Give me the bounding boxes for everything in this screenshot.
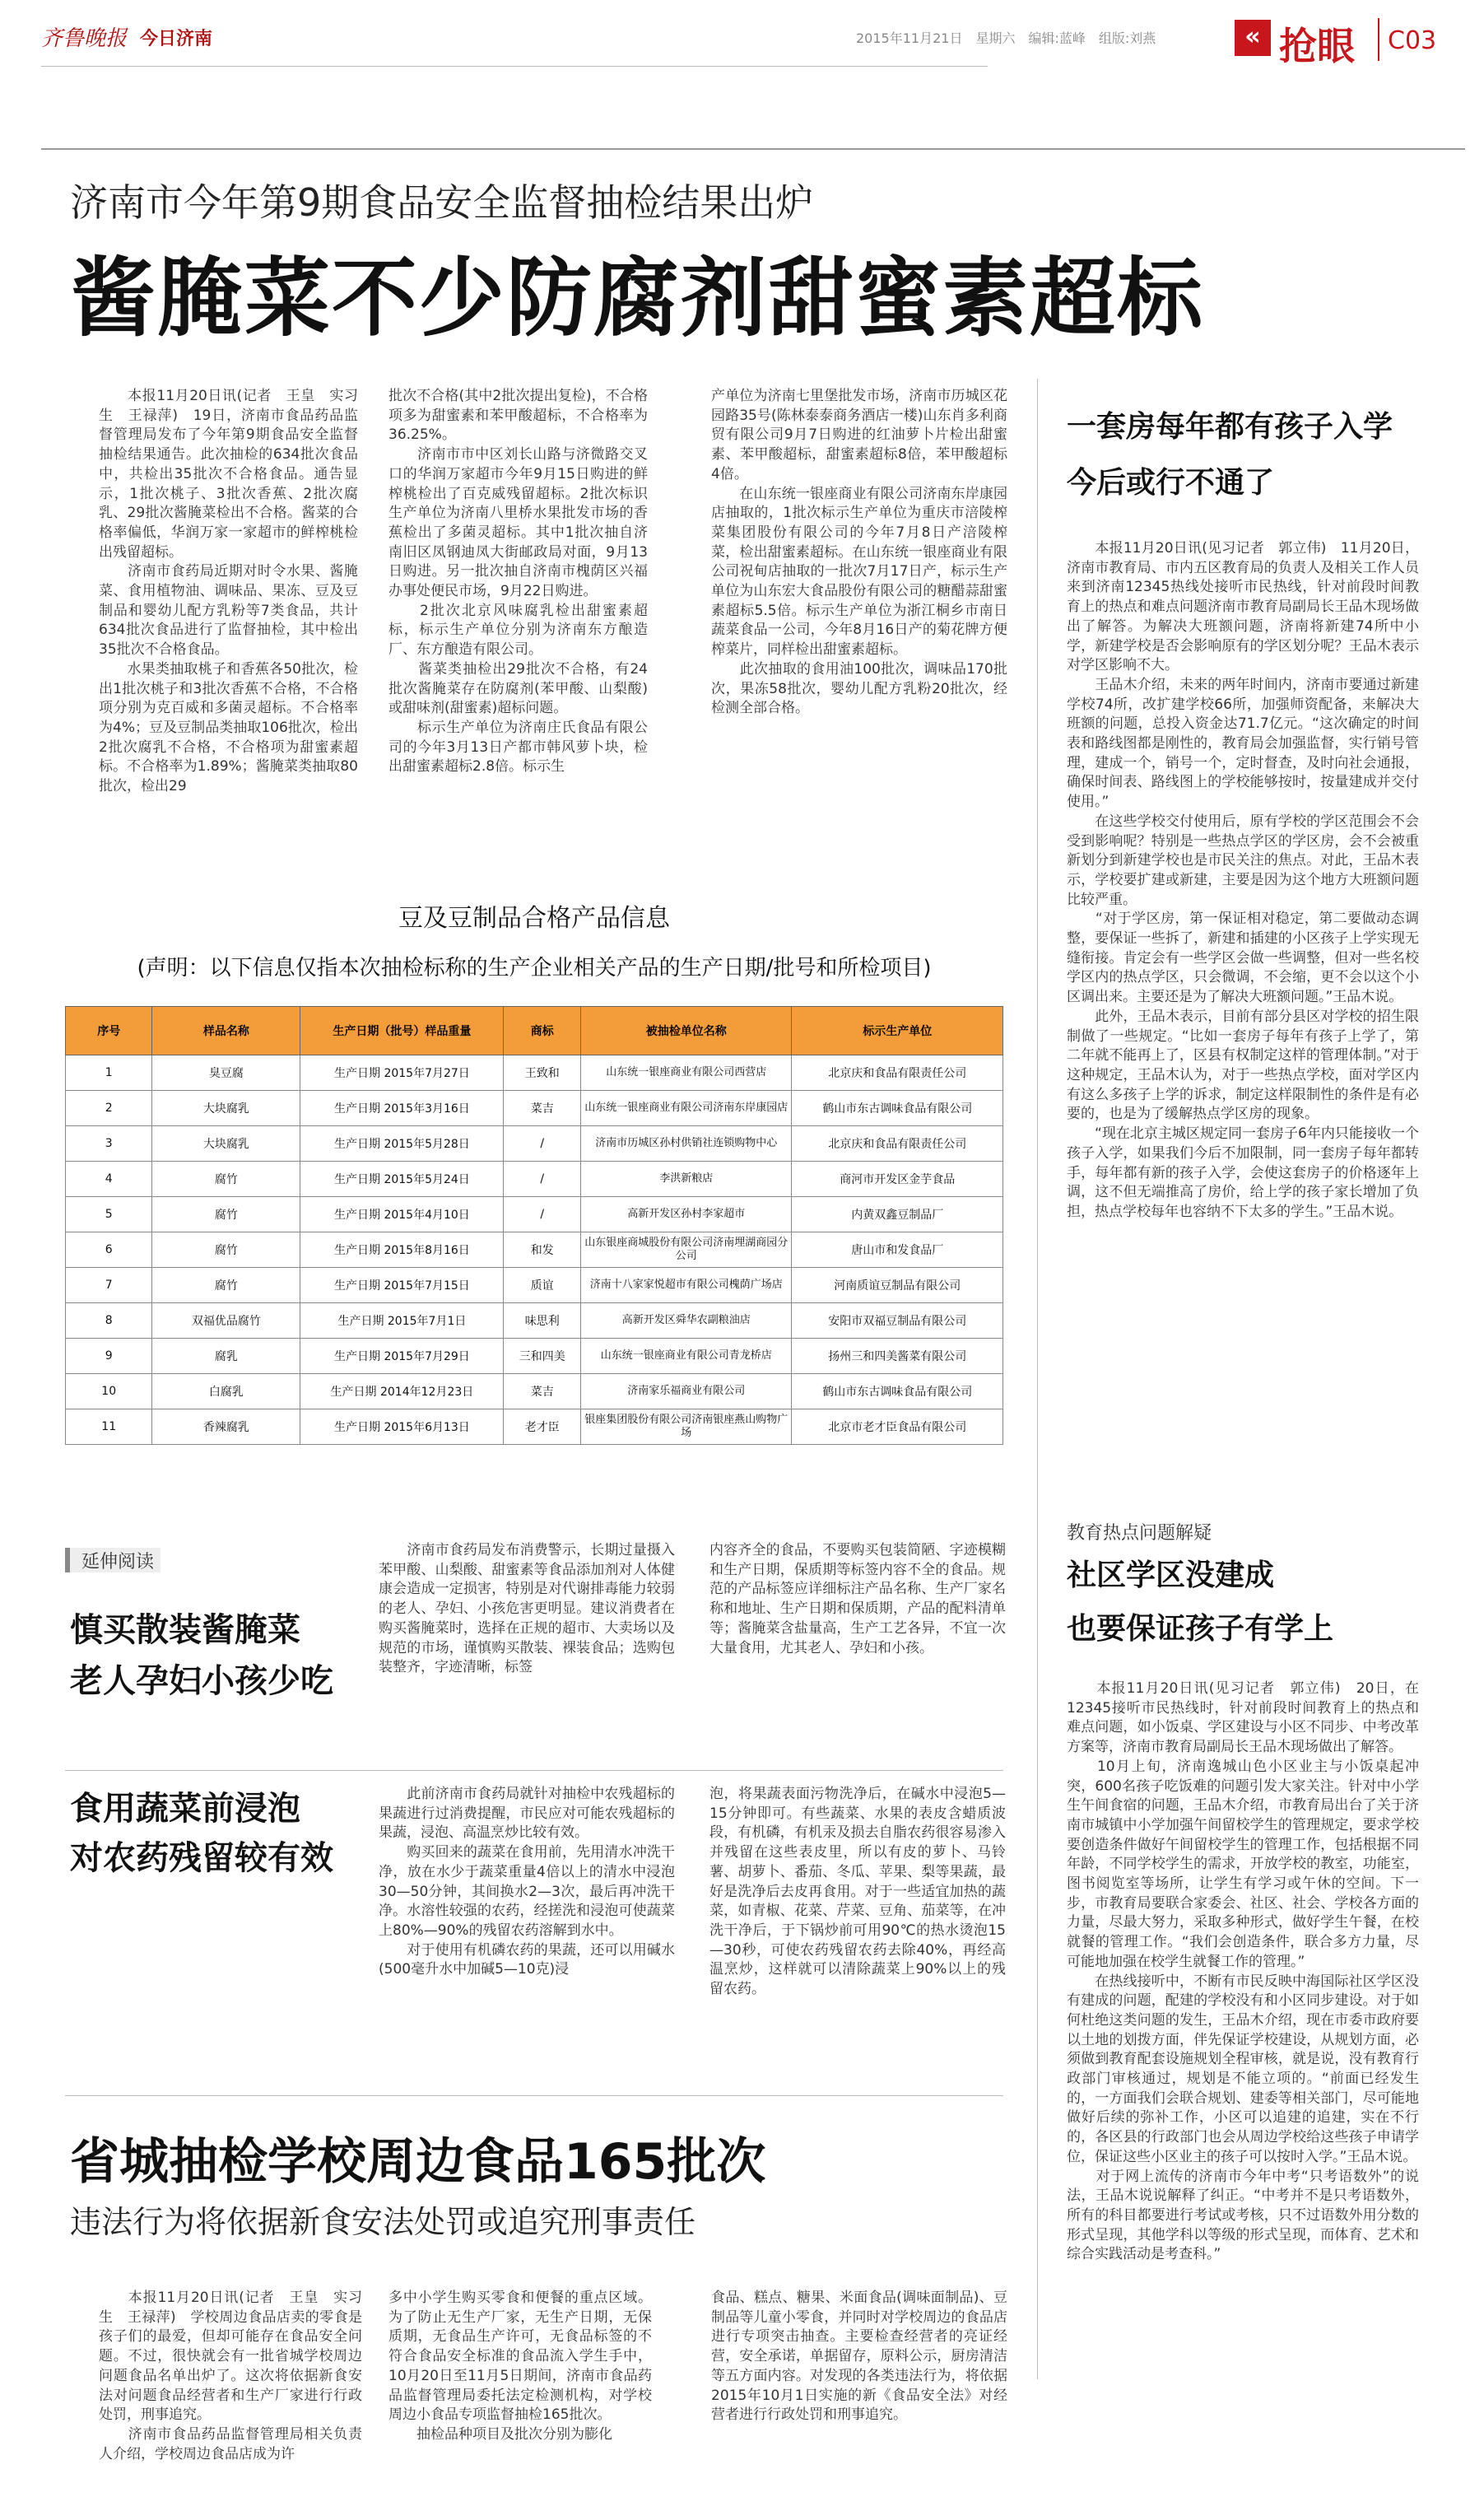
double-chevron-icon: « (1235, 20, 1271, 56)
table-cell: 鹤山市东古调味食品有限公司 (792, 1374, 1003, 1409)
table-cell: 老才臣 (504, 1409, 581, 1445)
table-cell: 生产日期 2015年3月16日 (300, 1091, 504, 1126)
table-cell: 9 (66, 1339, 152, 1374)
ext1-title-line1: 慎买散装酱腌菜 (70, 1611, 300, 1649)
table-header-cell: 生产日期（批号）样品重量 (300, 1007, 504, 1055)
bottom-column-3: 食品、糕点、糖果、米面食品(调味面制品)、豆制品等儿童小零食，并同时对学校周边的食品店进行专项突击抽查。主要检查经营者的亮证经营，安全承诺，单据留存，原料公示，厨房清洁等五方面内容。对发现的各类违法行为，将依据2015年10月1日实施的新《食品安全法》对经营者进行行政处罚和刑事追究。 (711, 2290, 1007, 2424)
bottom-kicker: 违法行为将依据新食安法处罚或追究刑事责任 (70, 2204, 696, 2240)
table-cell: 银座集团股份有限公司济南银座燕山购物广场 (581, 1409, 792, 1445)
table-cell: 和发 (504, 1232, 581, 1268)
table-cell: 三和四美 (504, 1339, 581, 1374)
table-row (66, 1162, 1003, 1197)
table-row (66, 1374, 1003, 1409)
table-row (66, 1126, 1003, 1162)
table-cell: 菜吉 (504, 1091, 581, 1126)
table-row (66, 1409, 1003, 1445)
table-cell: 生产日期 2015年7月27日 (300, 1055, 504, 1091)
table-header-cell: 被抽检单位名称 (581, 1007, 792, 1055)
table-cell: 8 (66, 1303, 152, 1339)
side2-body: 本报11月20日讯(见习记者 郭立伟) 20日，在12345接听市民热线时，针对前段时间教育上的热点和难点问题，如小饭桌、学区建设与小区不同步、中考改革方案等，济南市教育局副局长王品木现场做出了解答。 10月上旬，济南逸城山色小区业主与小饭桌起冲突，600名孩子吃饭难的问题引发大家关注。针对中小学生午间食宿的问题，王品木介绍，市教育局出台了关于济南市城镇中小学加强午间留校学生的管理规定，要求学校要创造条件做好午间留校学生的管理工作，包括根据不同年龄，不同学校学生的需求，开放学校的教室，功能室，图书阅览室等场所，让学生有学习或午休的空间。下一步，市教育局要联合家委会、社区、社会、学校各方面的力量，尽最大努力，采取多种形式，做好学生午餐，在校就餐的管理工作。“我们会创造条件，联合多方力量，尽可能地加强在校学生就餐工作的管理。” 在热线接听中，不断有市民反映中海国际社区学区没有建成的问题，配建的学校没有和小区同步建设。对于如何杜绝这类问题的发生，王品木介绍，现在市委市政府要以土地的划拨方面，伴先保证学校建设，从规划方面，必须做到教育配套设施规划全程审核，就是说，没有教育行政部门审核通过，规划是不能立项的。“前面已经发生的，一方面我们会联合规划、建委等相关部门，尽可能地做好后续的弥补工作，小区可以追建的追建，实在不行的，各区县的行政部门也会从周边学校给这些孩子申请学位，保证这些小区业主的孩子可以按时入学。”王品木说。 对于网上流传的济南市今年中考“只考语数外”的说法，王品木说说解释了纠正。“中考并不是只考语数外，所有的科目都要进行考试或考核，只不过语数外用分数的形式呈现，其他学科以等级的形式呈现，而体育、艺术和综合实践活动是考查科。” (1067, 1680, 1419, 2263)
table-cell: 内黄双鑫豆制品厂 (792, 1197, 1003, 1232)
table-cell: 生产日期 2015年5月24日 (300, 1162, 504, 1197)
dateline: 2015年11月21日 星期六 编辑:蓝峰 组版:刘燕 (856, 30, 1156, 46)
table-cell: 大块腐乳 (152, 1091, 300, 1126)
table-cell: 5 (66, 1197, 152, 1232)
table-cell: 4 (66, 1162, 152, 1197)
table-cell: 河南质谊豆制品有限公司 (792, 1268, 1003, 1303)
table-cell: 山东统一银座商业有限公司青龙桥店 (581, 1339, 792, 1374)
ext2-column-2: 泡，将果蔬表面污物洗净后，在碱水中浸泡5—15分钟即可。有些蔬菜、水果的表皮含蜡质波段，有机磷，有机汞及损去自脂农药很容易渗入并残留在这些表皮里，所以有皮的萝卜、马铃薯、胡萝卜、番茄、冬瓜、苹果、梨等果蔬，最好是洗净后去皮再食用。对于一些适宜加热的蔬菜，如青椒、花菜、芹菜、豆角、茄菜等，在冲洗干净后，于下锅炒前可用90℃的热水烫泡15—30秒，可使农药残留农药去除40%，再经高温烹炒，这样就可以清除蔬菜上90%以上的残留农药。 (709, 1786, 1006, 1998)
side1-title-line1: 一套房每年都有孩子入学 (1067, 410, 1393, 444)
table-cell: / (504, 1126, 581, 1162)
table-cell: 济南家乐福商业有限公司 (581, 1374, 792, 1409)
table-header-cell: 序号 (66, 1007, 152, 1055)
table-cell: 北京市老才臣食品有限公司 (792, 1409, 1003, 1445)
table-cell: 1 (66, 1055, 152, 1091)
table-cell: 扬州三和四美酱菜有限公司 (792, 1339, 1003, 1374)
table-cell: 11 (66, 1409, 152, 1445)
lead-column-2: 批次不合格(其中2批次提出复检)，不合格项多为甜蜜素和苯甲酸超标，不合格率为36.25%。 济南市市中区刘长山路与济微路交叉口的华润万家超市今年9月15日购进的鲜榨桃检出了百克威残留超标。2批次标识生产单位为济南八里桥水果批发市场的香蕉检出了多菌灵超标。其中1批次抽自济南旧区凤钢迪凤大街邮政局对面，9月13日购进。另一批次抽自济南市槐荫区兴福办事处便民市场，9月22日购进。 2批次北京风味腐乳检出甜蜜素超标，标示生产单位分别为济南东方酿造厂、东方酿造有限公司。 酱菜类抽检出29批次不合格，有24批次酱腌菜存在防腐剂(苯甲酸、山梨酸)或甜味剂(甜蜜素)超标问题。 标示生产单位为济南庄氏食品有限公司的今年3月13日产都市韩风萝卜块，检出甜蜜素超标2.8倍。标示生 (388, 388, 648, 776)
table-cell: 山东银座商城股份有限公司济南埋湖商园分公司 (581, 1232, 792, 1268)
ext2-title-line2: 对农药残留较有效 (70, 1839, 333, 1877)
table-cell: / (504, 1162, 581, 1197)
table-cell: / (504, 1197, 581, 1232)
extended-reading-label: 延伸阅读 (81, 1552, 155, 1572)
table-cell: 生产日期 2015年6月13日 (300, 1409, 504, 1445)
ext-divider (65, 1770, 1003, 1771)
column-brand (1235, 18, 1482, 68)
lead-kicker: 济南市今年第9期食品安全监督抽检结果出炉 (70, 180, 814, 225)
table-cell: 3 (66, 1126, 152, 1162)
table-cell: 安阳市双福豆制品有限公司 (792, 1303, 1003, 1339)
table-row (66, 1303, 1003, 1339)
table-cell: 白腐乳 (152, 1374, 300, 1409)
page-number: C03 (1388, 26, 1437, 55)
table-cell: 味思利 (504, 1303, 581, 1339)
table-row (66, 1339, 1003, 1374)
header-rule-bottom (41, 148, 1465, 150)
ext1-column-1: 济南市食药局发布消费警示，长期过量摄入苯甲酸、山梨酸、甜蜜素等食品添加剂对人体健康会造成一定损害，特别是对代谢排毒能力较弱的老人、孕妇、小孩危害更明显。建议消费者在购买酱腌菜时，选择在正规的超市、大卖场以及规范的市场，谨慎购买散装、裸装食品；选购包装整齐，字迹清晰，标签 (379, 1542, 675, 1676)
side2-tag: 教育热点问题解疑 (1067, 1523, 1212, 1544)
product-table (65, 1006, 1003, 1445)
side2-title-line2: 也要保证孩子有学上 (1067, 1612, 1334, 1646)
table-cell: 双福优品腐竹 (152, 1303, 300, 1339)
side2-title-line1: 社区学区没建成 (1067, 1558, 1275, 1592)
table-cell: 李洪新粮店 (581, 1162, 792, 1197)
table-cell: 腐竹 (152, 1268, 300, 1303)
table-header-cell: 商标 (504, 1007, 581, 1055)
newspaper-logo: 齐鲁晚报 (41, 26, 128, 51)
table-cell: 腐竹 (152, 1162, 300, 1197)
table-cell: 菜吉 (504, 1374, 581, 1409)
table-cell: 山东统一银座商业有限公司西营店 (581, 1055, 792, 1091)
table-cell: 臭豆腐 (152, 1055, 300, 1091)
table-header-cell: 样品名称 (152, 1007, 300, 1055)
table-row (66, 1232, 1003, 1268)
table-cell: 7 (66, 1268, 152, 1303)
table-cell: 生产日期 2015年7月1日 (300, 1303, 504, 1339)
table-cell: 生产日期 2015年5月28日 (300, 1126, 504, 1162)
table-cell: 腐乳 (152, 1339, 300, 1374)
bottom-headline: 省城抽检学校周边食品165批次 (70, 2133, 766, 2191)
table-cell: 鹤山市东古调味食品有限公司 (792, 1091, 1003, 1126)
table-header-cell: 标示生产单位 (792, 1007, 1003, 1055)
table-row (66, 1091, 1003, 1126)
table-cell: 腐竹 (152, 1197, 300, 1232)
lead-column-3: 产单位为济南七里堡批发市场，济南市历城区花园路35号(陈林泰泰商务酒店一楼)山东肖多利商贸有限公司9月7日购进的红油萝卜片检出甜蜜素、苯甲酸超标，甜蜜素超标8倍，苯甲酸超标4倍。 在山东统一银座商业有限公司济南东岸康园店抽取的，1批次标示生产单位为重庆市涪陵榨菜集团股份有限公司的今年7月8日产涪陵榨菜，检出甜蜜素超标。在山东统一银座商业有限公司祝甸店抽取的一批次7月17日产，标示生产单位为山东宏大食品股份有限公司的糖醋蒜甜蜜素超标5.5倍。标示生产单位为浙江桐乡市南日蔬菜食品一公司，今年8月16日产的菊花牌方便榨菜片，同样检出甜蜜素超标。 此次抽取的食用油100批次，调味品170批次，果冻58批次，婴幼儿配方乳粉20批次，经检测全部合格。 (711, 388, 1007, 717)
table-cell: 质谊 (504, 1268, 581, 1303)
table-cell: 6 (66, 1232, 152, 1268)
brand-divider (1378, 18, 1379, 61)
lead-column-1: 本报11月20日讯(记者 王皇 实习生 王禄萍) 19日，济南市食品药品监督管理局发布了今年第9期食品安全监督抽检结果通告。此次抽检的634批次食品中，共检出35批次不合格食品。通告显示，1批次桃子、3批次香蕉、2批次腐乳、29批次酱腌菜检出不合格。酱菜的合格率偏低，华润万家一家超市的鲜榨桃检出残留超标。 济南市食药局近期对时令水果、酱腌菜、食用植物油、调味品、果冻、豆及豆制品和婴幼儿配方乳粉等7类食品，共计634批次食品进行了监督抽检，其中检出35批次不合格食品。 水果类抽取桃子和香蕉各50批次，检出1批次桃子和3批次香蕉不合格，不合格项分别为克百威和多菌灵超标。不合格率为4%；豆及豆制品类抽取106批次，检出2批次腐乳不合格，不合格项为甜蜜素超标。不合格率为1.89%；酱腌菜类抽取80批次，检出29 (99, 388, 358, 795)
table-title: 豆及豆制品合格产品信息 (398, 904, 670, 933)
lead-headline: 酱腌菜不少防腐剂甜蜜素超标 (70, 248, 1205, 348)
table-cell: 生产日期 2014年12月23日 (300, 1374, 504, 1409)
table-note: (声明：以下信息仅指本次抽检标称的生产企业相关产品的生产日期/批号和所检项目) (137, 956, 932, 981)
table-row (66, 1055, 1003, 1091)
table-cell: 生产日期 2015年7月29日 (300, 1339, 504, 1374)
masthead (41, 18, 1440, 68)
table-cell: 商河市开发区金芋食品 (792, 1162, 1003, 1197)
table-cell: 生产日期 2015年8月16日 (300, 1232, 504, 1268)
table-cell: 山东统一银座商业有限公司济南东岸康园店 (581, 1091, 792, 1126)
table-cell: 高新开发区孙村李家超市 (581, 1197, 792, 1232)
table-cell: 济南市历城区孙村供销社连锁购物中心 (581, 1126, 792, 1162)
bottom-divider (65, 2095, 1003, 2096)
table-cell: 北京庆和食品有限责任公司 (792, 1055, 1003, 1091)
table-cell: 腐竹 (152, 1232, 300, 1268)
section-name: 今日济南 (140, 29, 213, 49)
ext2-column-1: 此前济南市食药局就针对抽检中农残超标的果蔬进行过消费提醒，市民应对可能农残超标的果蔬，浸泡、高温烹炒比较有效。 购买回来的蔬菜在食用前，先用清水冲洗干净，放在水少于蔬菜重量4倍以上的清水中浸泡30—50分钟，其间换水2—3次，最后再冲洗干净。水溶性较强的农药，经搓洗和浸泡可使蔬菜上80%—90%的残留农药溶解到水中。 对于使用有机磷农药的果蔬，还可以用碱水(500毫升水中加碱5—10克)浸 (379, 1786, 675, 1978)
table-row (66, 1197, 1003, 1232)
table-cell: 生产日期 2015年4月10日 (300, 1197, 504, 1232)
table-cell: 济南十八家家悦超市有限公司槐荫广场店 (581, 1268, 792, 1303)
table-cell: 大块腐乳 (152, 1126, 300, 1162)
side1-body: 本报11月20日讯(见习记者 郭立伟) 11月20日，济南市教育局、市内五区教育局的负责人及相关工作人员来到济南12345热线处接听市民热线，针对前段时间教育上的热点和难点问题济南市教育局副局长王品木现场做出了解答。为解决大班额问题，济南将新建74所中小学，新建学校是否会影响原有的学区划分呢？王品木表示对学区影响不大。 王品木介绍，未来的两年时间内，济南市要通过新建学校74所，改扩建学校66所，加强师资配备，来解决大班额的问题，总投入资金达71.7亿元。“这次确定的时间表和路线图都是刚性的，教育局会加强监督，实行销号管理，建成一个，销号一个，定时督查，及时向社会通报，确保时间表、路线图上的学校能够按时，按量建成并交付使用。” 在这些学校交付使用后，原有学校的学区范围会不会受到影响呢？特别是一些热点学区的学区房，会不会被重新划分到新建学校也是市民关注的焦点。对此，王品木表示，学校要扩建或新建，主要是因为这个地方大班额问题比较严重。 “对于学区房，第一保证相对稳定，第二要做动态调整，要保证一些拆了，新建和插建的小区孩子上学实现无缝衔接。肯定会有一些学区会做一些调整，但对一些名校学区内的热点学区，只会微调，不会缩，更不会以这个小区调出来。主要还是为了解决大班额问题。”王品木说。 此外，王品木表示，目前有部分县区对学校的招生限制做了一些规定。“比如一套房子每年有孩子上学了，第二年就不能再上了，区县有权制定这样的管理体制。”对于这种规定，王品木认为，对于一些热点学校，面对学区内有这么多孩子上学的诉求，制定这样限制性的条件是有必要的，也是为了缓解热点学区房的现象。 “现在北京主城区规定同一套房子6年内只能接收一个孩子入学，如果我们今后不加限制，同一套房子每年都转手，每年都有新的孩子入学，会使这套房子的价格逐年上调，这不但无端推高了房价，给上学的孩子家长增加了负担，热点学校每年也容纳不下太多的学生。”王品木说。 (1067, 540, 1419, 1220)
table-cell: 生产日期 2015年7月15日 (300, 1268, 504, 1303)
column-name: 抢眼 (1279, 24, 1355, 68)
ext1-title-line2: 老人孕妇小孩少吃 (70, 1662, 333, 1700)
table-cell: 香辣腐乳 (152, 1409, 300, 1445)
bottom-column-2: 多中小学生购买零食和便餐的重点区域。为了防止无生产厂家，无生产日期，无保质期，无食品生产许可，无食品标签的不符合食品安全标准的食品流入学生手中，10月20日至11月5日期间，济南市食品药品监督管理局委托法定检测机构，对学校周边小食品专项监督抽检165批次。 抽检品种项目及批次分别为膨化 (388, 2290, 652, 2443)
table-row (66, 1268, 1003, 1303)
column-divider (1037, 379, 1038, 2379)
extended-reading-tag (65, 1548, 160, 1572)
ext2-title-line1: 食用蔬菜前浸泡 (70, 1790, 300, 1828)
ext1-column-2: 内容齐全的食品，不要购买包装简陋、字迹模糊和生产日期，保质期等标签内容不全的食品。规范的产品标签应详细标注产品名称、生产厂家名称和地址、生产日期和保质期，产品的配料清单等；酱腌菜含盐量高，生产工艺各异，不宜一次大量食用，尤其老人、孕妇和小孩。 (709, 1542, 1006, 1656)
table-cell: 2 (66, 1091, 152, 1126)
table-cell: 唐山市和发食品厂 (792, 1232, 1003, 1268)
bottom-column-1: 本报11月20日讯(记者 王皇 实习生 王禄萍) 学校周边食品店卖的零食是孩子们的最爱，但却可能存在食品安全问题。不过，很快就会有一批省城学校周边问题食品名单出炉了。这次将依据新食安法对问题食品经营者和生产厂家进行行政处罚，刑事追究。 济南市食品药品监督管理局相关负责人介绍，学校周边食品店成为许 (99, 2290, 362, 2462)
header-rule (41, 66, 988, 67)
side1-title-line2: 今后或行不通了 (1067, 466, 1275, 500)
table-cell: 王致和 (504, 1055, 581, 1091)
table-cell: 高新开发区舜华农副粮油店 (581, 1303, 792, 1339)
table-cell: 10 (66, 1374, 152, 1409)
table-cell: 北京庆和食品有限责任公司 (792, 1126, 1003, 1162)
